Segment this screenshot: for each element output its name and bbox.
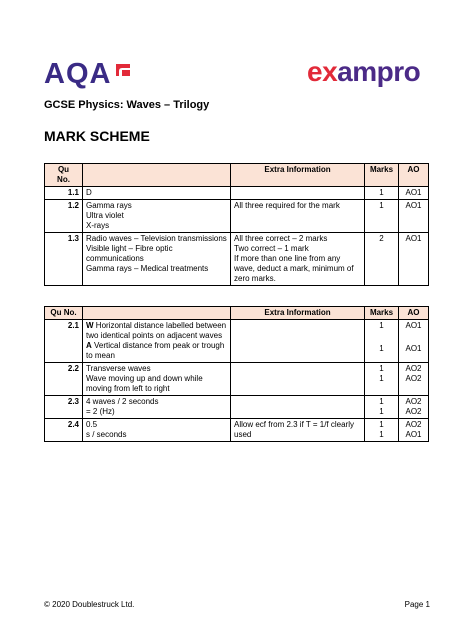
header-marks: Marks bbox=[365, 307, 399, 320]
table-header-row bbox=[45, 307, 429, 320]
ao-cell bbox=[399, 363, 429, 396]
extra-cell bbox=[231, 419, 365, 442]
answer-cell bbox=[83, 363, 231, 396]
answer-line: Radio waves – Television transmissions bbox=[86, 234, 227, 243]
answer-line bbox=[86, 321, 227, 341]
ao-cell: AO1 bbox=[399, 233, 429, 286]
marks-cell bbox=[365, 320, 399, 363]
answer-line: X-rays bbox=[86, 221, 110, 230]
question-number: 2.1 bbox=[45, 320, 83, 363]
header-marks: Marks bbox=[365, 164, 399, 187]
mark-scheme-table-2 bbox=[44, 306, 429, 442]
aqa-flag-icon bbox=[114, 62, 132, 78]
question-number: 1.2 bbox=[45, 200, 83, 233]
table-row bbox=[45, 396, 429, 419]
aqa-logo-text: AQA bbox=[44, 57, 112, 90]
answer-cell bbox=[83, 200, 231, 233]
answer-cell bbox=[83, 396, 231, 419]
extra-cell bbox=[231, 396, 365, 419]
extra-cell bbox=[231, 363, 365, 396]
mark-value: 1 bbox=[379, 344, 384, 353]
aqa-logo bbox=[44, 57, 132, 91]
header-answer bbox=[83, 164, 231, 187]
question-number: 2.4 bbox=[45, 419, 83, 442]
extra-cell bbox=[231, 233, 365, 286]
mark-value: 1 bbox=[379, 430, 384, 439]
answer-line: D bbox=[86, 188, 92, 197]
extra-cell bbox=[231, 320, 365, 363]
table-header-row bbox=[45, 164, 429, 187]
answer-line: Wave moving up and down while moving from left to right bbox=[86, 374, 203, 393]
header-qu-no: Qu No. bbox=[45, 164, 83, 187]
ao-value: AO1 bbox=[405, 321, 422, 330]
question-number: 1.1 bbox=[45, 187, 83, 200]
answer-line: Visible light – Fibre optic communications bbox=[86, 244, 173, 263]
question-number: 1.3 bbox=[45, 233, 83, 286]
extra-cell bbox=[231, 187, 365, 200]
ao-value: AO1 bbox=[405, 344, 422, 353]
answer-key: A bbox=[86, 341, 92, 350]
extra-line: All three required for the mark bbox=[234, 201, 340, 210]
exampro-logo-ex: ex bbox=[307, 56, 338, 87]
extra-line: Allow ecf from 2.3 if T = 1/f clearly used bbox=[234, 420, 354, 439]
answer-text: Horizontal distance labelled between two identical points on adjacent waves bbox=[86, 321, 227, 340]
answer-line: Transverse waves bbox=[86, 364, 151, 373]
answer-cell bbox=[83, 419, 231, 442]
header-extra-information: Extra Information bbox=[231, 307, 365, 320]
marks-cell: 1 bbox=[365, 200, 399, 233]
exampro-logo bbox=[307, 56, 420, 88]
ao-cell: AO1 bbox=[399, 200, 429, 233]
ao-cell bbox=[399, 396, 429, 419]
footer-copyright: © 2020 Doublestruck Ltd. bbox=[44, 600, 135, 609]
marks-cell: 1 bbox=[365, 187, 399, 200]
table-row bbox=[45, 320, 429, 363]
header-ao: AO bbox=[399, 164, 429, 187]
mark-value: 1 bbox=[379, 407, 384, 416]
extra-cell bbox=[231, 200, 365, 233]
extra-line: If more than one line from any wave, deduct a mark, minimum of zero marks. bbox=[234, 254, 354, 283]
answer-text: Vertical distance from peak or trough to mean bbox=[86, 341, 225, 360]
ao-cell bbox=[399, 419, 429, 442]
answer-line: 4 waves / 2 seconds bbox=[86, 397, 159, 406]
answer-line: Gamma rays – Medical treatments bbox=[86, 264, 209, 273]
ao-cell: AO1 bbox=[399, 187, 429, 200]
subject-title: GCSE Physics: Waves – Trilogy bbox=[44, 99, 210, 111]
ao-value: AO1 bbox=[405, 430, 422, 439]
mark-value: 1 bbox=[379, 364, 384, 373]
answer-key: W bbox=[86, 321, 94, 330]
ao-value: AO2 bbox=[405, 407, 422, 416]
ao-value: AO2 bbox=[405, 374, 422, 383]
ao-cell bbox=[399, 320, 429, 363]
ao-value: AO2 bbox=[405, 397, 422, 406]
extra-line: Two correct – 1 mark bbox=[234, 244, 309, 253]
marks-cell bbox=[365, 419, 399, 442]
marks-cell bbox=[365, 396, 399, 419]
question-number: 2.2 bbox=[45, 363, 83, 396]
header-qu-no: Qu No. bbox=[45, 307, 83, 320]
ao-value: AO2 bbox=[405, 364, 422, 373]
header-extra-information: Extra Information bbox=[231, 164, 365, 187]
table-row bbox=[45, 187, 429, 200]
ao-value: AO2 bbox=[405, 420, 422, 429]
mark-value: 1 bbox=[379, 420, 384, 429]
header-answer bbox=[83, 307, 231, 320]
question-number: 2.3 bbox=[45, 396, 83, 419]
header-ao: AO bbox=[399, 307, 429, 320]
mark-value: 1 bbox=[379, 374, 384, 383]
extra-line: All three correct – 2 marks bbox=[234, 234, 328, 243]
mark-value: 1 bbox=[379, 321, 384, 330]
answer-cell bbox=[83, 233, 231, 286]
table-row bbox=[45, 233, 429, 286]
answer-line: s / seconds bbox=[86, 430, 127, 439]
page-heading: MARK SCHEME bbox=[44, 128, 150, 144]
answer-line bbox=[86, 341, 227, 361]
marks-cell: 2 bbox=[365, 233, 399, 286]
answer-line: = 2 (Hz) bbox=[86, 407, 115, 416]
table-row bbox=[45, 200, 429, 233]
answer-line: Gamma rays bbox=[86, 201, 132, 210]
table-row bbox=[45, 419, 429, 442]
exampro-logo-rest: ampro bbox=[337, 56, 421, 87]
answer-line: 0.5 bbox=[86, 420, 98, 429]
mark-value: 1 bbox=[379, 397, 384, 406]
table-row bbox=[45, 363, 429, 396]
answer-line: Ultra violet bbox=[86, 211, 124, 220]
marks-cell bbox=[365, 363, 399, 396]
answer-cell bbox=[83, 187, 231, 200]
mark-scheme-table-1 bbox=[44, 163, 429, 286]
footer-page-number: Page 1 bbox=[404, 600, 430, 609]
answer-cell bbox=[83, 320, 231, 363]
